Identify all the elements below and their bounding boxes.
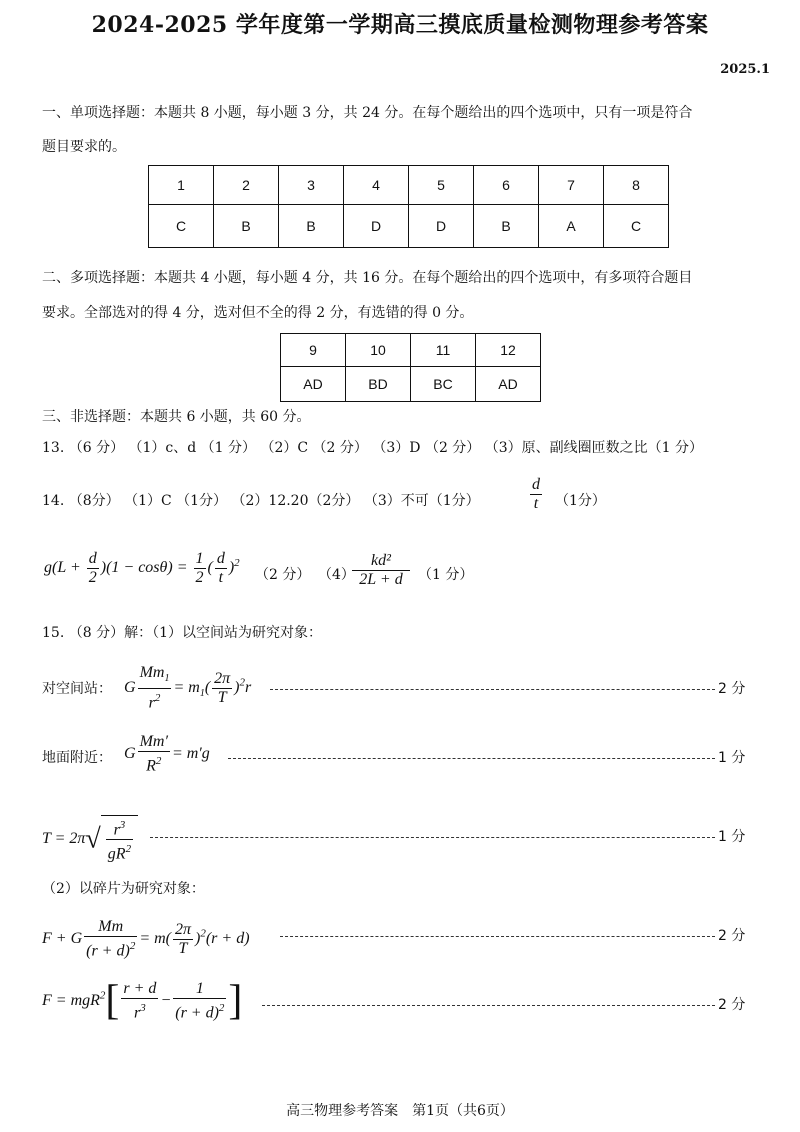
section2-line2: 要求。全部选对的得 4 分，选对但不全的得 2 分，有选错的得 0 分。 [42, 305, 474, 321]
page-title: 2024-2025 学年度第一学期高三摸底质量检测物理参考答案 [91, 12, 709, 38]
question-number: 3 [279, 166, 344, 205]
table-row [149, 166, 669, 205]
dashed-leader [150, 837, 715, 838]
question-number: 8 [604, 166, 669, 205]
q14-k-points: （1 分） [418, 567, 474, 583]
answer-cell: C [604, 205, 669, 248]
q15-part2: （2）以碎片为研究对象： [42, 881, 205, 897]
section2-line1: 二、多项选择题：本题共 4 小题，每小题 4 分，共 16 分。在每个题给出的四个选项中，有多项符合题目 [42, 270, 693, 286]
eq1-formula: G $\frac{Mm_1}{r^2}$ = $m_1$( $\frac{2\pi}{T}$ )$^2$r [124, 664, 252, 712]
fraction-denominator: 2L + d [359, 571, 403, 588]
multi-choice-answer-table [280, 333, 541, 402]
exam-date: 2025.1 [720, 62, 770, 77]
answer-cell: B [279, 205, 344, 248]
question-number: 1 [149, 166, 214, 205]
eq2-label: 地面附近： [42, 750, 112, 766]
question-number: 5 [409, 166, 474, 205]
answer-cell: BD [346, 367, 411, 402]
answer-cell: B [474, 205, 539, 248]
q14-equation: g(L + $\frac{d}{2}$ )(1 − cosθ) = $\frac{1}{2}$ ( $\frac{d}{t}$ )$^2$ [44, 550, 240, 586]
q14-part4: （4） [318, 567, 355, 583]
table-row [149, 205, 669, 248]
fraction-denominator: t [533, 495, 539, 512]
question-number: 2 [214, 166, 279, 205]
single-choice-answer-table [148, 165, 669, 248]
answer-cell: C [149, 205, 214, 248]
table-row [281, 334, 541, 367]
q13-answer: 13. （6 分） （1）c、d （1 分） （2）C （2 分） （3）D （2 分） （3）原、副线圈匝数之比（1 分） [42, 440, 704, 456]
dashed-leader [228, 758, 715, 759]
eq3-points: 1 分 [718, 829, 746, 845]
fraction-numerator: d [532, 476, 540, 493]
answer-cell: AD [281, 367, 346, 402]
question-number: 10 [346, 334, 411, 367]
eq4-points: 2 分 [718, 928, 746, 944]
q14-k-fraction [350, 552, 412, 589]
table-row [281, 367, 541, 402]
dashed-leader [280, 936, 715, 937]
eq1-points: 2 分 [718, 681, 746, 697]
answer-cell: AD [476, 367, 541, 402]
question-number: 9 [281, 334, 346, 367]
section3-header: 三、非选择题：本题共 6 小题，共 60 分。 [42, 409, 311, 425]
dashed-leader [270, 689, 715, 690]
question-number: 11 [411, 334, 476, 367]
fraction-numerator: kd² [352, 552, 410, 571]
eq4-formula: F + G $\frac{Mm}{(r + d)^2}$ = m( $\frac{2\pi}{T}$ )$^2$(r + d) [42, 918, 250, 960]
answer-cell: D [409, 205, 474, 248]
question-number: 12 [476, 334, 541, 367]
answer-cell: A [539, 205, 604, 248]
eq5-formula: F = mgR$^2$[ $\frac{r + d}{r^3}$ − $\frac{1}{(r + d)^2}$ ] [42, 978, 243, 1025]
q14-answer: 14. （8分） （1）C （1分） （2）12.20（2分） （3）不可（1分） [42, 493, 480, 509]
eq5-points: 2 分 [718, 997, 746, 1013]
page-footer: 高三物理参考答案 第1页（共6页） [286, 1103, 514, 1119]
answer-cell: BC [411, 367, 476, 402]
answer-cell: D [344, 205, 409, 248]
eq3-formula: T = 2π√ $\frac{r^3}{gR^2}$ [42, 815, 138, 864]
q14-fraction [528, 476, 544, 513]
q15-header: 15. （8 分）解：（1）以空间站为研究对象： [42, 625, 322, 641]
q14-eq-points: （2 分） [255, 567, 311, 583]
dashed-leader [262, 1005, 715, 1006]
eq2-formula: G $\frac{Mm'}{R^2}$ = m′g [124, 733, 210, 775]
q14-points: （1分） [555, 493, 606, 509]
section1-line1: 一、单项选择题：本题共 8 小题，每小题 3 分，共 24 分。在每个题给出的四个选项中，只有一项是符合 [42, 105, 693, 121]
eq2-points: 1 分 [718, 750, 746, 766]
eq1-label: 对空间站： [42, 681, 112, 697]
answer-cell: B [214, 205, 279, 248]
question-number: 7 [539, 166, 604, 205]
section1-line2: 题目要求的。 [42, 139, 126, 155]
question-number: 4 [344, 166, 409, 205]
question-number: 6 [474, 166, 539, 205]
